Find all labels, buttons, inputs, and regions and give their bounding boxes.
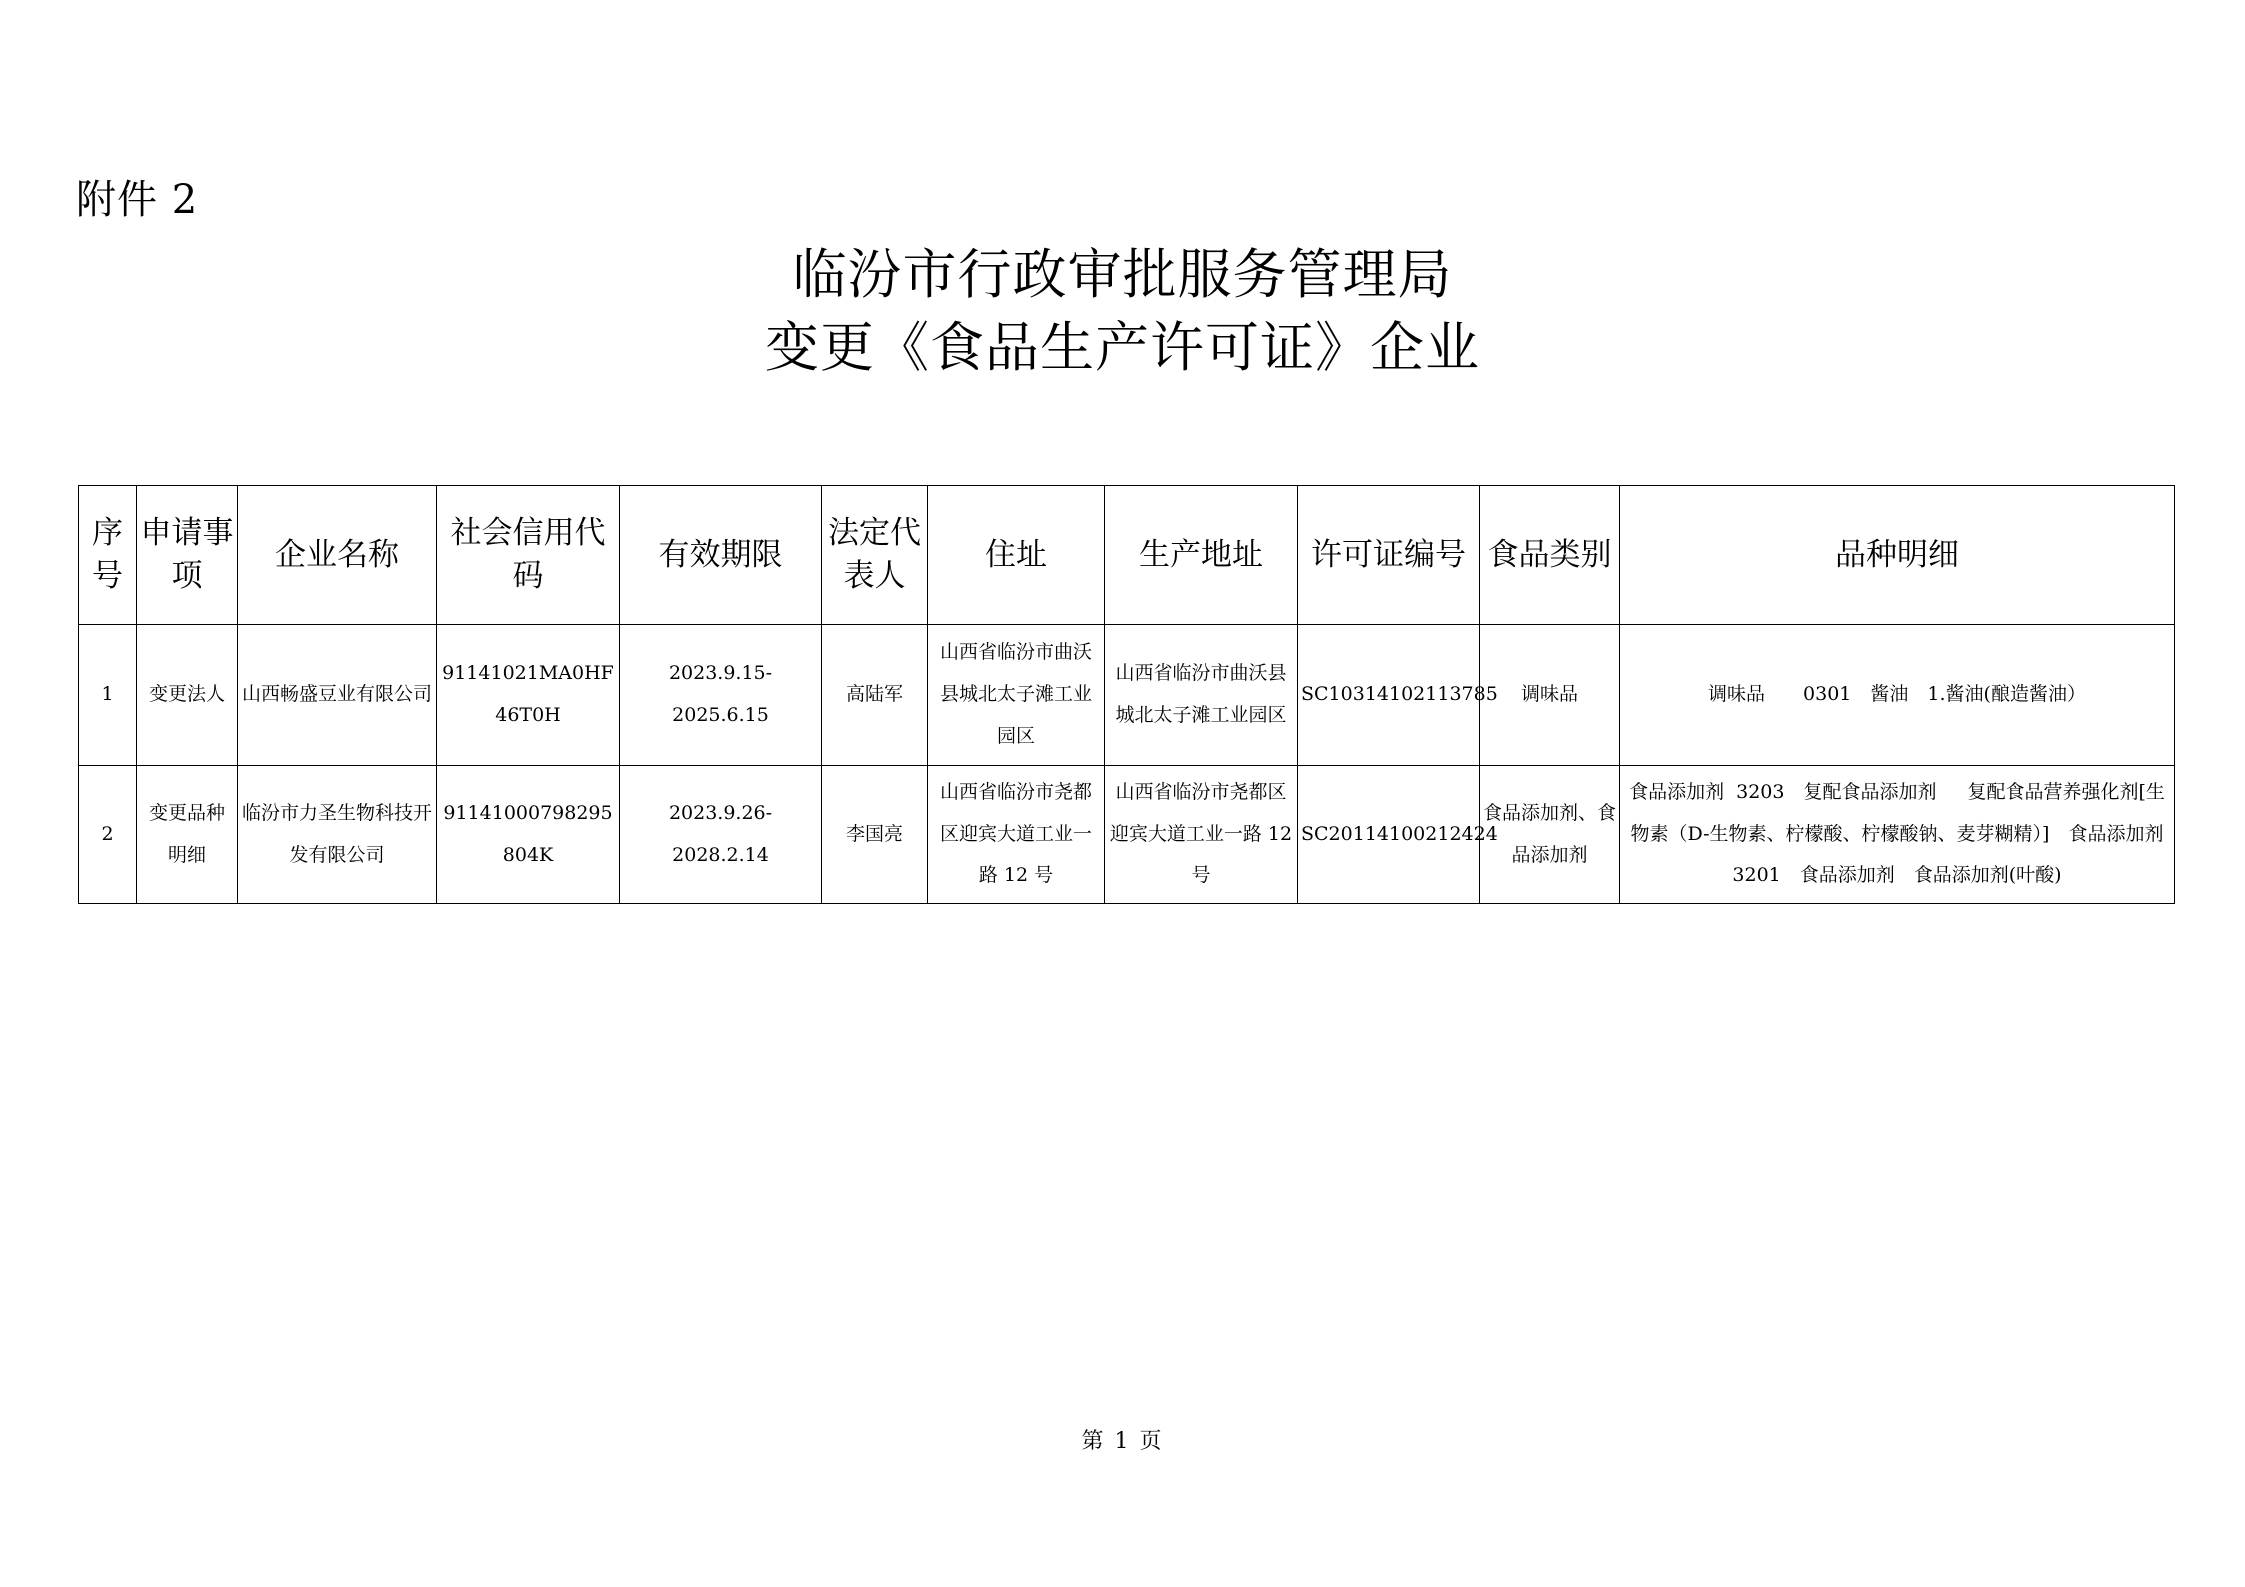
cell-food-category: 调味品 (1480, 625, 1620, 766)
cell-food-category: 食品添加剂、食品添加剂 (1480, 766, 1620, 904)
header-application: 申请事项 (137, 486, 238, 625)
cell-application: 变更品种明细 (137, 766, 238, 904)
cell-credit-code: 91141000798295804K (437, 766, 620, 904)
header-variety-details: 品种明细 (1620, 486, 2175, 625)
cell-validity: 2023.9.15-2025.6.15 (620, 625, 822, 766)
cell-production-address: 山西省临汾市尧都区迎宾大道工业一路 12 号 (1105, 766, 1298, 904)
header-index: 序号 (79, 486, 137, 625)
cell-validity: 2023.9.26-2028.2.14 (620, 766, 822, 904)
header-production-address: 生产地址 (1105, 486, 1298, 625)
header-legal-rep: 法定代表人 (822, 486, 928, 625)
header-company: 企业名称 (238, 486, 437, 625)
cell-variety-details: 食品添加剂 3203 复配食品添加剂 复配食品营养强化剂[生物素（D-生物素、柠檬酸、柠檬酸钠、麦芽糊精）] 食品添加剂 3201 食品添加剂 食品添加剂(叶酸) (1620, 766, 2175, 904)
header-license-no: 许可证编号 (1298, 486, 1480, 625)
cell-credit-code: 91141021MA0HF46T0H (437, 625, 620, 766)
cell-application: 变更法人 (137, 625, 238, 766)
table-row (79, 766, 2175, 904)
cell-address: 山西省临汾市尧都区迎宾大道工业一路 12 号 (928, 766, 1105, 904)
cell-license-no: SC20114100212424 (1298, 766, 1480, 904)
header-food-category: 食品类别 (1480, 486, 1620, 625)
document-title-line2: 变更《食品生产许可证》企业 (765, 316, 1480, 379)
attachment-label: 附件 2 (76, 177, 199, 223)
cell-variety-details: 调味品 0301 酱油 1.酱油(酿造酱油） (1620, 625, 2175, 766)
page-number: 第 1 页 (1081, 1429, 1164, 1454)
cell-legal-rep: 李国亮 (822, 766, 928, 904)
table-header-row (79, 486, 2175, 625)
header-address: 住址 (928, 486, 1105, 625)
header-validity: 有效期限 (620, 486, 822, 625)
document-title-line1: 临汾市行政审批服务管理局 (792, 243, 1453, 306)
license-change-table (78, 485, 2202, 904)
header-credit-code: 社会信用代码 (437, 486, 620, 625)
cell-company: 临汾市力圣生物科技开发有限公司 (238, 766, 437, 904)
cell-address: 山西省临汾市曲沃县城北太子滩工业园区 (928, 625, 1105, 766)
cell-production-address: 山西省临汾市曲沃县城北太子滩工业园区 (1105, 625, 1298, 766)
cell-index: 1 (79, 625, 137, 766)
cell-company: 山西畅盛豆业有限公司 (238, 625, 437, 766)
cell-legal-rep: 高陆军 (822, 625, 928, 766)
cell-index: 2 (79, 766, 137, 904)
cell-license-no: SC10314102113785 (1298, 625, 1480, 766)
table-row (79, 625, 2175, 766)
